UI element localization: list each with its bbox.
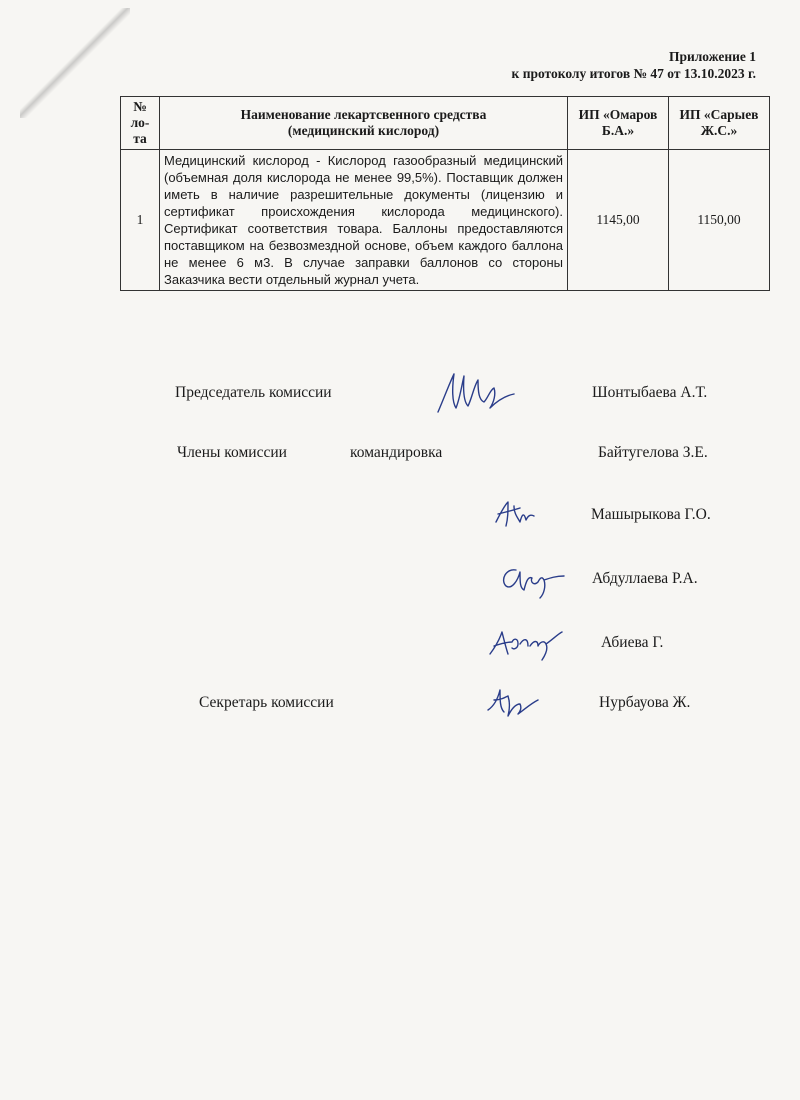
secretary-name: Нурбауова Ж. bbox=[599, 694, 691, 711]
secretary-signature bbox=[484, 682, 544, 720]
scan-artifact bbox=[20, 8, 130, 118]
table-row bbox=[121, 150, 770, 291]
chair-signature bbox=[432, 368, 522, 420]
secretary-role: Секретарь комиссии bbox=[199, 694, 334, 711]
appendix-title: Приложение 1 bbox=[668, 49, 756, 64]
member-abieva-signature bbox=[486, 624, 566, 664]
appendix-protocol-ref: к протоколу итогов № 47 от 13.10.2023 г. bbox=[511, 66, 756, 81]
cell-price-saryev: 1150,00 bbox=[669, 150, 770, 291]
chair-role: Председатель комиссии bbox=[175, 384, 332, 401]
member-baitugelova: Байтугелова З.Е. bbox=[598, 444, 708, 461]
header-product-name bbox=[160, 97, 568, 150]
members-note: командировка bbox=[350, 444, 443, 461]
lot-table bbox=[120, 96, 770, 291]
cell-price-omarov: 1145,00 bbox=[568, 150, 669, 291]
header-product-name-line1: Наименование лекартсвенного средства bbox=[240, 107, 487, 122]
member-abieva: Абиева Г. bbox=[601, 634, 664, 651]
members-role: Члены комиссии bbox=[177, 444, 287, 461]
chair-name: Шонтыбаева А.Т. bbox=[592, 384, 708, 401]
member-mashyrykova: Машырыкова Г.О. bbox=[591, 506, 711, 523]
member-mashyrykova-signature bbox=[490, 496, 540, 532]
cell-description: Медицинский кислород - Кислород газообразный медицинский (объемная доля кислорода не менее 99,5%). Поставщик должен иметь в наличие разрешительные документы (лицензию и сертификат происхождения кислорода медицинского). Сертификат соответствия товара. Баллоны предоставляются поставщиком на безвозмездной основе, объем каждого баллона не менее 6 м3. В случае заправки баллонов со стороны Заказчика вести отдельный журнал учета. bbox=[160, 150, 568, 291]
table-header-row bbox=[121, 97, 770, 150]
header-vendor-omarov: ИП «Омаров Б.А.» bbox=[568, 97, 669, 150]
appendix-header bbox=[426, 48, 756, 82]
cell-lot-number: 1 bbox=[121, 150, 160, 291]
member-abdullaeva-signature bbox=[498, 560, 568, 600]
header-lot-number: № ло-та bbox=[121, 97, 160, 150]
header-product-name-line2: (медицинский кислород) bbox=[287, 123, 440, 138]
member-abdullaeva: Абдуллаева Р.А. bbox=[592, 570, 698, 587]
header-vendor-saryev: ИП «Сарыев Ж.С.» bbox=[669, 97, 770, 150]
